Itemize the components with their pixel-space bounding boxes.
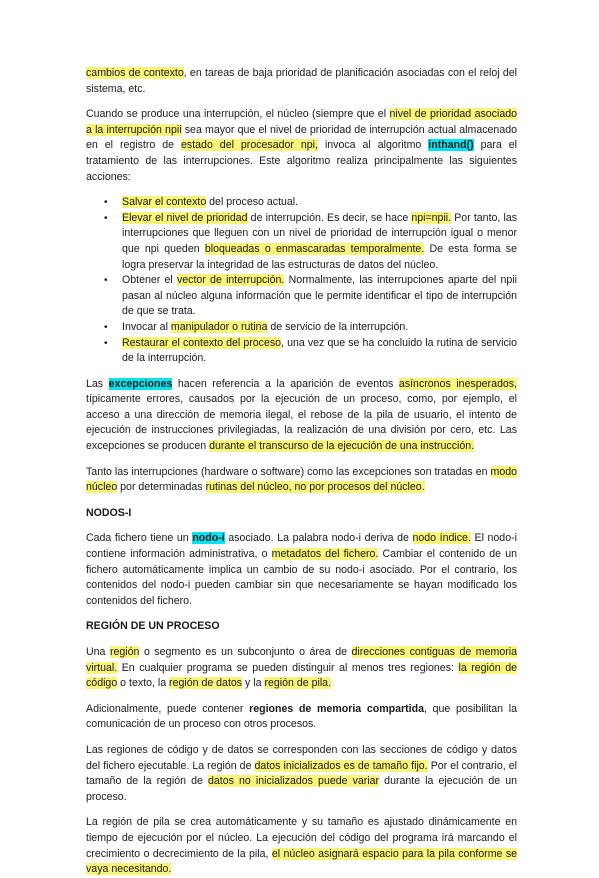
highlight: el núcleo asignará espacio para la pila conforme se vaya necesitando. bbox=[86, 847, 518, 876]
highlight: asíncronos inesperados, bbox=[398, 377, 517, 390]
paragraph-shared-memory bbox=[86, 702, 517, 733]
text: Por tanto, las interrupciones que lleguen con un nivel de prioridad de interrupción igual o menor que npi queden bbox=[122, 211, 518, 255]
text: y la bbox=[242, 677, 265, 690]
paragraph-nodo-i bbox=[86, 531, 517, 609]
text: La región de pila se crea automáticamente y su tamaño es ajustado dinámicamente en tiempo de ejecución por el núcleo. La ejecución del código del programa irá marcando el crecimiento o decrecimiento de la pila, bbox=[86, 816, 517, 860]
highlight: vector de interrupción. bbox=[176, 274, 285, 287]
highlight: la región de código bbox=[86, 661, 517, 690]
cyan-highlight: inthand() bbox=[428, 139, 474, 152]
highlight: modo núcleo bbox=[86, 465, 517, 494]
text: de interrupción. Es decir, se hace bbox=[247, 211, 412, 224]
text: típicamente errores, causados por la ejecución de un proceso, como, por ejemplo, el acceso a una dirección de memoria ilegal, el rebose de la pila de usuario, el intento de ejecución de instrucciones privilegiadas, la realización de una división por cero, etc. Las excepciones se producen bbox=[86, 393, 517, 453]
text: durante la ejecución de un proceso. bbox=[86, 775, 517, 803]
paragraph-code-data bbox=[86, 743, 517, 805]
text: Tanto las interrupciones (hardware o software) como las excepciones son tratadas en bbox=[86, 465, 491, 478]
highlight: direcciones contiguas de memoria virtual. bbox=[86, 646, 517, 674]
text: Las bbox=[86, 377, 109, 390]
paragraph-region bbox=[86, 645, 517, 692]
text: del proceso actual. bbox=[206, 196, 299, 209]
highlight: Salvar el contexto bbox=[122, 196, 207, 209]
text: Una bbox=[86, 646, 110, 658]
actions-list bbox=[86, 195, 517, 367]
bullet-icon: • bbox=[104, 337, 108, 349]
section-heading-nodos-i: NODOS-I bbox=[86, 506, 132, 519]
bullet-icon: • bbox=[104, 197, 108, 209]
highlight: nodo índice. bbox=[412, 532, 471, 545]
list-item bbox=[104, 273, 517, 320]
highlight: datos no inicializados puede variar bbox=[208, 775, 380, 788]
text: Invocar al bbox=[122, 320, 171, 333]
paragraph-exceptions bbox=[86, 377, 517, 455]
text: Las regiones de código y de datos se corresponden con las secciones de código y datos del fichero ejecutable. La región de bbox=[86, 743, 517, 772]
highlight: estado del procesador npi, bbox=[181, 139, 318, 152]
text: Normalmente, las interrupciones aparte del npii pasan al núcleo alguna información que le permite identificar el tipo de interrupción de que se trata. bbox=[122, 274, 517, 318]
bold-text: regiones de memoria compartida bbox=[249, 702, 424, 715]
text: por determinadas bbox=[117, 481, 206, 494]
text: o texto, la bbox=[117, 677, 170, 690]
text: o segmento es un subconjunto o área de bbox=[139, 646, 352, 658]
highlight: región bbox=[109, 646, 140, 658]
paragraph-interrupt-handling bbox=[86, 107, 517, 185]
text: hacen referencia a la aparición de eventos bbox=[172, 377, 399, 390]
cyan-highlight: nodo-i bbox=[192, 532, 225, 545]
bullet-icon: • bbox=[104, 212, 108, 224]
highlight: Elevar el nivel de prioridad bbox=[122, 211, 248, 224]
text: En cualquier programa se pueden distinguir al menos tres regiones: bbox=[117, 661, 459, 674]
text: Cada fichero tiene un bbox=[86, 532, 193, 545]
highlight: nivel de prioridad asociado a la interrupción npii bbox=[86, 108, 518, 136]
text: invoca al algoritmo bbox=[317, 139, 429, 152]
highlight: región de datos bbox=[169, 677, 243, 690]
list-item bbox=[104, 211, 518, 273]
text: El nodo-i contiene información administrativa, o bbox=[86, 532, 517, 561]
section-heading-region: REGIÓN DE UN PROCESO bbox=[86, 620, 220, 633]
text: de servicio de la interrupción. bbox=[267, 320, 409, 333]
text: sea mayor que el nivel de prioridad de interrupción actual almacenado en el registro de bbox=[86, 123, 518, 152]
highlight: metadatos del fichero. bbox=[271, 548, 379, 561]
paragraph-kernel-mode bbox=[86, 465, 517, 496]
text: asociado. La palabra nodo-i deriva de bbox=[224, 532, 413, 545]
highlight: npi=npii. bbox=[411, 211, 452, 224]
highlight: bloqueadas o enmascaradas temporalmente. bbox=[204, 242, 425, 255]
highlight: cambios de contexto bbox=[86, 67, 184, 79]
bullet-icon: • bbox=[104, 275, 108, 287]
paragraph-stack bbox=[86, 815, 517, 877]
text: , en tareas de baja prioridad de planificación asociadas con el reloj del sistema, etc. bbox=[86, 67, 517, 95]
text: De esta forma se logra preservar la integridad de las estructuras de datos del núcleo. bbox=[122, 242, 517, 271]
bullet-icon: • bbox=[104, 321, 108, 333]
cyan-highlight: excepciones bbox=[108, 377, 173, 390]
text: , una vez que se ha concluido la rutina de servicio de la interrupción. bbox=[122, 336, 518, 365]
text: Adicionalmente, puede contener bbox=[86, 702, 250, 715]
text: Cuando se produce una interrupción, el núcleo (siempre que el bbox=[86, 108, 390, 121]
highlight: manipulador o rutina bbox=[170, 320, 268, 333]
list-item bbox=[104, 195, 517, 211]
list-item bbox=[104, 336, 518, 367]
text: Por el contrario, el tamaño de la región de bbox=[86, 759, 517, 788]
text: para el tratamiento de las interrupciones. Este algoritmo realiza principalmente las siguientes acciones: bbox=[86, 139, 517, 183]
highlight: durante el transcurso de la ejecución de una instrucción. bbox=[209, 440, 475, 453]
highlight: rutinas del núcleo, no por procesos del núcleo. bbox=[205, 481, 425, 494]
highlight: datos inicializados es de tamaño fijo. bbox=[254, 759, 428, 772]
highlight: Restaurar el contexto del proceso bbox=[122, 336, 282, 349]
paragraph-context-switch bbox=[86, 66, 517, 97]
text: Cambiar el contenido de un fichero automáticamente implica un cambio de su nodo-i asociado. Por el contrario, los contenidos del nodo-i pueden cambiar sin que necesariamente se hayan modificado los contenidos del fichero. bbox=[86, 548, 517, 607]
text: Obtener el bbox=[122, 274, 177, 287]
highlight: región de pila. bbox=[264, 677, 332, 690]
text: , que posibilitan la comunicación de un proceso con otros procesos. bbox=[86, 702, 517, 731]
list-item bbox=[104, 320, 517, 336]
